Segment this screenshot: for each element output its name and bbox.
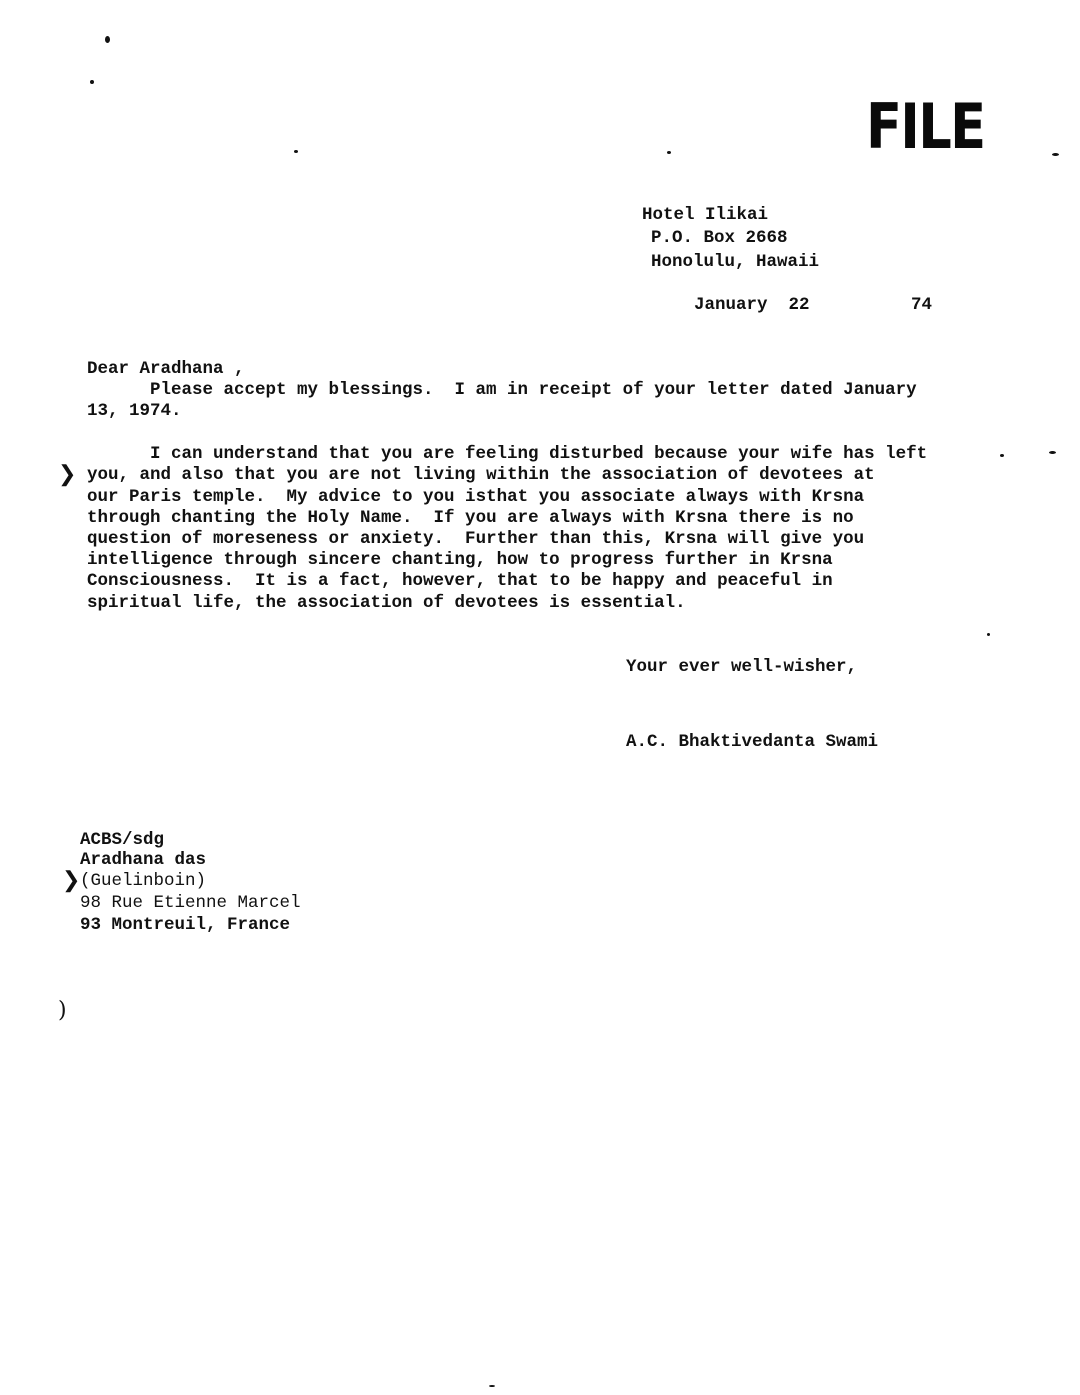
body-line: intelligence through sincere chanting, how to progress further in Krsna <box>87 550 833 570</box>
margin-mark: ❯ <box>62 868 81 893</box>
closing: Your ever well-wisher, <box>626 657 858 677</box>
speck <box>667 151 671 154</box>
speck <box>1049 451 1056 454</box>
body-line: our Paris temple. My advice to you isthat you associate always with Krsna <box>87 487 865 507</box>
speck <box>294 150 298 153</box>
body-line: Please accept my blessings. I am in receipt of your letter dated January <box>150 380 917 400</box>
body-line: question of moreseness or anxiety. Further than this, Krsna will give you <box>87 529 865 549</box>
speck <box>987 633 990 636</box>
body-line: I can understand that you are feeling disturbed because your wife has left <box>150 444 928 464</box>
body-line: 13, 1974. <box>87 401 182 421</box>
recipient-alias: (Guelinboin) <box>80 871 207 891</box>
reference-initials: ACBS/sdg <box>80 830 165 850</box>
sender-address-line2: P.O. Box 2668 <box>651 228 788 248</box>
speck <box>489 1385 495 1387</box>
speck <box>1000 454 1004 457</box>
speck <box>105 36 110 43</box>
letter-date: January 22 <box>694 295 810 315</box>
body-line: you, and also that you are not living within the association of devotees at <box>87 465 875 485</box>
recipient-street: 98 Rue Etienne Marcel <box>80 893 301 913</box>
sender-address-line1: Hotel Ilikai <box>642 205 769 225</box>
speck <box>1052 153 1059 156</box>
file-stamp: FILE <box>866 90 985 163</box>
salutation: Dear Aradhana , <box>87 359 245 379</box>
body-line: spiritual life, the association of devotees is essential. <box>87 593 686 613</box>
margin-mark: ❯ <box>58 462 77 487</box>
recipient-city: 93 Montreuil, France <box>80 915 291 935</box>
recipient-name: Aradhana das <box>80 850 207 870</box>
speck <box>90 80 94 84</box>
sender-address-line3: Honolulu, Hawaii <box>651 252 820 272</box>
letter-year: 74 <box>911 295 933 315</box>
body-line: Consciousness. It is a fact, however, that to be happy and peaceful in <box>87 571 833 591</box>
signature: A.C. Bhaktivedanta Swami <box>626 732 879 752</box>
margin-mark: ) <box>58 998 67 1023</box>
body-line: through chanting the Holy Name. If you are always with Krsna there is no <box>87 508 854 528</box>
